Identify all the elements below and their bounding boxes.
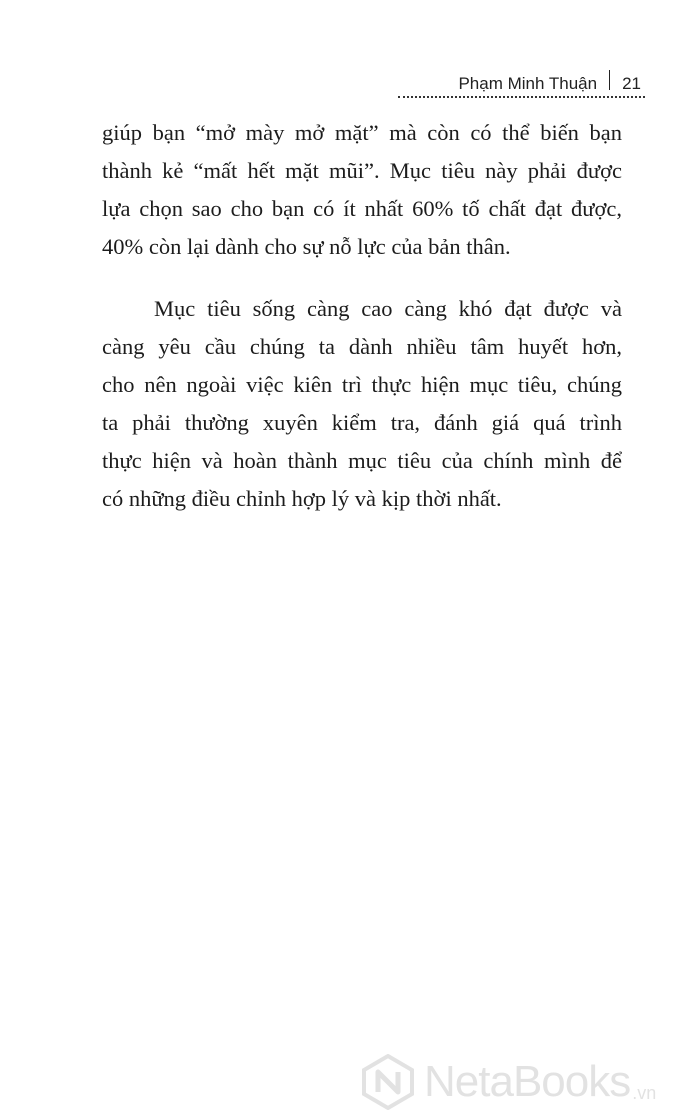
text-line: thành kẻ “mất hết mặt mũi”. Mục tiêu này phải được	[102, 158, 622, 183]
header-separator	[609, 70, 610, 90]
netabooks-logo-icon	[360, 1054, 416, 1110]
page-number: 21	[622, 74, 641, 93]
text-line: ta phải thường xuyên kiểm tra, đánh giá quá trình	[102, 410, 622, 435]
text-line: lựa chọn sao cho bạn có ít nhất 60% tố chất đạt được,	[102, 196, 622, 221]
netabooks-watermark	[360, 1052, 690, 1112]
text-line: 40% còn lại dành cho sự nỗ lực của bản thân.	[102, 234, 511, 259]
text-line: Mục tiêu sống càng cao càng khó đạt được và	[154, 296, 622, 321]
body-text	[102, 114, 622, 518]
paragraph-1	[102, 114, 622, 266]
watermark-suffix: .vn	[632, 1083, 657, 1103]
text-line: giúp bạn “mở mày mở mặt” mà còn có thể biến bạn	[102, 120, 622, 145]
text-line: càng yêu cầu chúng ta dành nhiều tâm huyết hơn,	[102, 334, 622, 359]
header-author: Phạm Minh Thuận	[458, 74, 598, 93]
running-header	[420, 66, 645, 94]
header-dotted-rule	[398, 96, 645, 98]
watermark-brand: NetaBooks	[424, 1057, 631, 1106]
text-line: có những điều chỉnh hợp lý và kịp thời nhất.	[102, 486, 502, 511]
text-line: thực hiện và hoàn thành mục tiêu của chính mình để	[102, 448, 622, 473]
text-line: cho nên ngoài việc kiên trì thực hiện mục tiêu, chúng	[102, 372, 622, 397]
paragraph-2	[102, 290, 622, 518]
